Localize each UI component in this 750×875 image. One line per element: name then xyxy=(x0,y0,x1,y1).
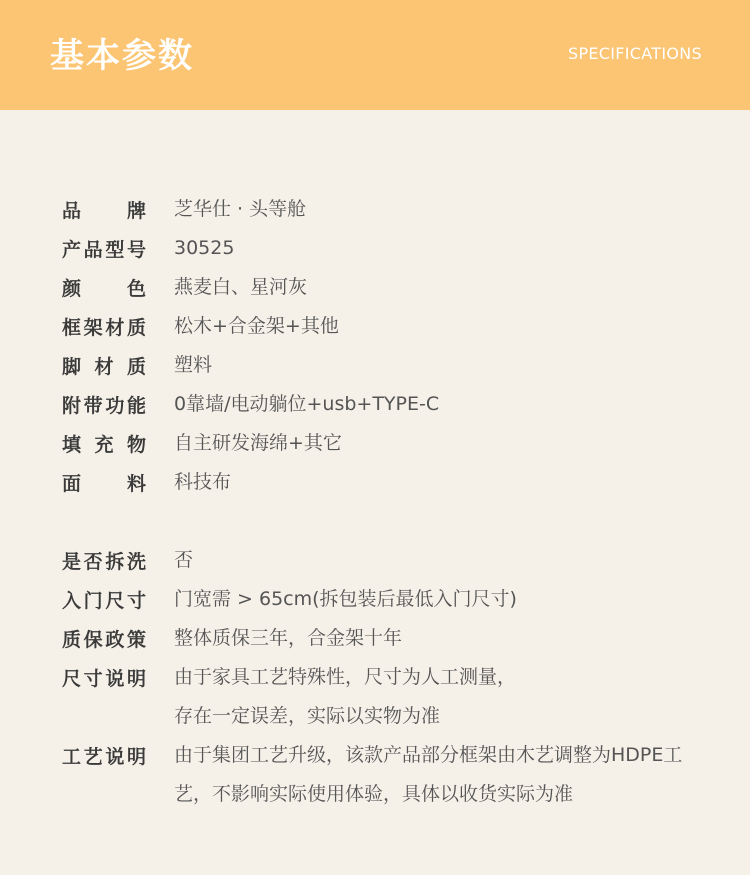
spec-value: 30525 xyxy=(174,237,235,259)
spec-value: 自主研发海绵+其它 xyxy=(174,432,342,454)
spec-label-char: 质 xyxy=(62,628,82,651)
spec-label-char: 尺 xyxy=(62,667,82,690)
spec-value: 门宽需 > 65cm(拆包装后最低入门尺寸) xyxy=(174,588,517,610)
spec-label xyxy=(62,623,146,653)
page-subtitle: SPECIFICATIONS xyxy=(567,44,702,63)
spec-value: 燕麦白、星河灰 xyxy=(174,276,308,298)
spec-value: 芝华仕 · 头等舱 xyxy=(174,198,307,220)
spec-label-char: 是 xyxy=(62,550,82,573)
spec-label xyxy=(62,194,146,224)
spec-label-char: 尺 xyxy=(105,589,125,612)
spec-label xyxy=(62,233,146,263)
spec-label-char: 洗 xyxy=(126,550,146,573)
spec-label-char: 产 xyxy=(62,238,82,261)
spec-row-frame-material xyxy=(62,311,742,341)
spec-label xyxy=(62,740,146,770)
spec-label-char: 能 xyxy=(126,394,146,417)
spec-row-size-note-cont xyxy=(62,701,742,731)
header-banner xyxy=(0,0,750,110)
spec-value: 由于家具工艺特殊性，尺寸为人工测量， xyxy=(174,666,517,688)
spec-label xyxy=(62,662,146,692)
spec-label-char: 牌 xyxy=(126,199,146,222)
spec-row-features xyxy=(62,389,742,419)
spec-label xyxy=(62,272,146,302)
spec-label-char: 门 xyxy=(83,589,103,612)
spec-label xyxy=(62,467,146,497)
spec-label-char: 料 xyxy=(126,472,146,495)
spec-label-char: 明 xyxy=(126,745,146,768)
spec-label-char: 质 xyxy=(126,355,146,378)
spec-label-char: 面 xyxy=(62,472,82,495)
spec-label xyxy=(62,350,146,380)
spec-value: 科技布 xyxy=(174,471,232,493)
spec-label-char: 政 xyxy=(105,628,125,651)
spec-label-char: 保 xyxy=(83,628,103,651)
spec-row-washable xyxy=(62,545,742,575)
spec-row-fabric xyxy=(62,467,742,497)
spec-value: 0靠墙/电动躺位+usb+TYPE-C xyxy=(174,393,440,415)
spec-value-continued: 艺，不影响实际使用体验，具体以收货实际为准 xyxy=(174,783,574,805)
spec-label-char: 工 xyxy=(62,745,82,768)
spec-label-char: 带 xyxy=(83,394,103,417)
spec-label-char: 材 xyxy=(105,316,125,339)
spec-label-char: 充 xyxy=(94,433,114,456)
spec-label-char: 质 xyxy=(126,316,146,339)
spec-label-char: 脚 xyxy=(62,355,82,378)
spec-value: 整体质保三年，合金架十年 xyxy=(174,627,403,649)
spec-label-char: 功 xyxy=(105,394,125,417)
spec-label-char: 颜 xyxy=(62,277,82,300)
spec-label xyxy=(62,584,146,614)
spec-label-char: 说 xyxy=(105,667,125,690)
spec-label xyxy=(62,389,146,419)
spec-row-door-size xyxy=(62,584,742,614)
spec-row-craft-note xyxy=(62,740,742,770)
spec-label-char: 物 xyxy=(126,433,146,456)
spec-label-char: 寸 xyxy=(83,667,103,690)
spec-label-char: 号 xyxy=(126,238,146,261)
spec-row-size-note xyxy=(62,662,742,692)
spec-row-brand xyxy=(62,194,742,224)
spec-label-char: 品 xyxy=(62,199,82,222)
spec-row-foot-material xyxy=(62,350,742,380)
spec-row-warranty xyxy=(62,623,742,653)
page-title: 基本参数 xyxy=(50,36,194,76)
spec-label-char: 明 xyxy=(126,667,146,690)
spec-label-char: 入 xyxy=(62,589,82,612)
spec-label-char: 填 xyxy=(62,433,82,456)
spec-label-char: 艺 xyxy=(83,745,103,768)
spec-value: 否 xyxy=(174,549,194,571)
spec-label-char: 说 xyxy=(105,745,125,768)
spec-value: 塑料 xyxy=(174,354,213,376)
spec-label xyxy=(62,428,146,458)
spec-label-char: 材 xyxy=(94,355,114,378)
spec-row-filling xyxy=(62,428,742,458)
spec-label-char: 色 xyxy=(126,277,146,300)
spec-label-char: 型 xyxy=(105,238,125,261)
spec-label xyxy=(62,311,146,341)
spec-row-craft-note-cont xyxy=(62,779,742,809)
spec-value: 由于集团工艺升级，该款产品部分框架由木艺调整为HDPE工 xyxy=(174,744,683,766)
spec-label xyxy=(62,545,146,575)
spec-value-continued: 存在一定误差，实际以实物为准 xyxy=(174,705,441,727)
spec-label-char: 策 xyxy=(126,628,146,651)
spec-value: 松木+合金架+其他 xyxy=(174,315,339,337)
spec-row-color xyxy=(62,272,742,302)
spec-label-char: 框 xyxy=(62,316,82,339)
spec-label-char: 拆 xyxy=(105,550,125,573)
spec-label-char: 寸 xyxy=(126,589,146,612)
spec-label-char: 架 xyxy=(83,316,103,339)
spec-row-model xyxy=(62,233,742,263)
spec-label-char: 品 xyxy=(83,238,103,261)
spec-label-char: 附 xyxy=(62,394,82,417)
spec-label-char: 否 xyxy=(83,550,103,573)
